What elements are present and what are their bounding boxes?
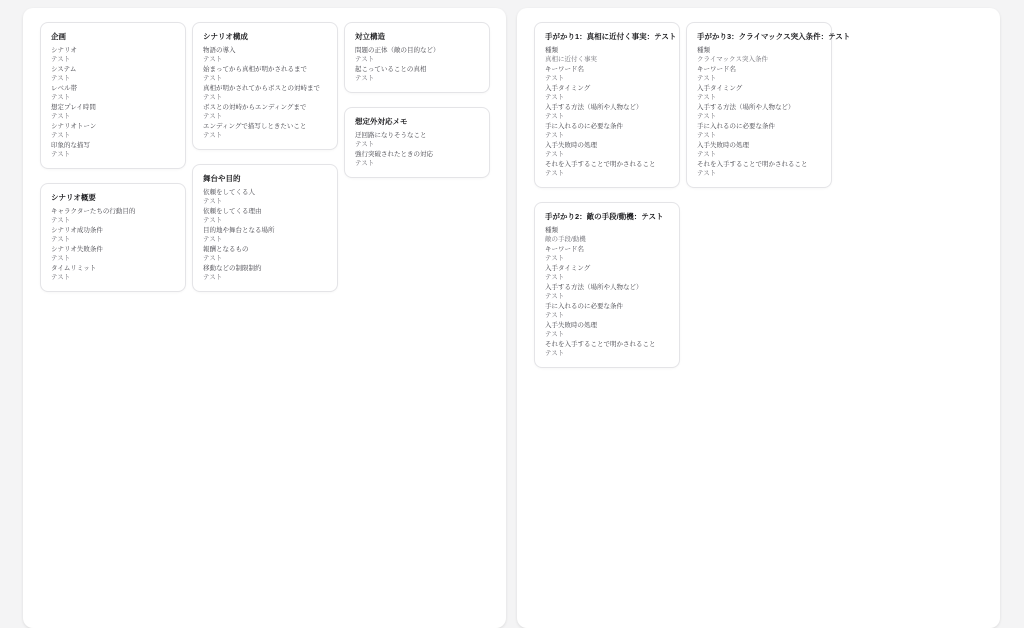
card[interactable]	[344, 22, 490, 93]
field-value: テスト	[51, 255, 71, 262]
field	[203, 246, 327, 263]
card-column	[344, 22, 490, 178]
panel-clues	[517, 8, 1000, 628]
field	[697, 161, 821, 178]
field-value: テスト	[203, 94, 223, 101]
field-value: テスト	[203, 113, 223, 120]
field-label: 入手タイミング	[545, 85, 591, 92]
field	[203, 227, 327, 244]
card[interactable]	[192, 164, 338, 292]
field-label: 想定プレイ時間	[51, 104, 96, 111]
field-label: シナリオ失敗条件	[51, 246, 103, 253]
panel-scenario-plan	[23, 8, 506, 628]
field-value: テスト	[203, 132, 223, 139]
field-label: 物語の導入	[203, 47, 236, 54]
field-value: テスト	[545, 113, 565, 120]
field-value: テスト	[51, 132, 71, 139]
field-label: ボスとの対峙からエンディングまで	[203, 104, 307, 111]
card-title: 想定外対応メモ	[355, 117, 408, 126]
field-value: テスト	[545, 75, 565, 82]
card[interactable]	[686, 22, 851, 188]
field-label: 移動などの制限制約	[203, 265, 262, 272]
field-value: テスト	[203, 255, 223, 262]
field-label: 強行突破されたときの対応	[355, 151, 433, 158]
field-label: それを入手することで明かされること	[545, 341, 656, 348]
field-label: 入手失敗時の処理	[545, 322, 597, 329]
field-label: 依頼をしてくる人	[203, 189, 255, 196]
field-label: 始まってから真相が明かされるまで	[203, 66, 307, 73]
card-title: 対立構造	[355, 32, 385, 41]
card-title: 手がかり3：クライマックス突入条件：テスト	[697, 32, 851, 41]
card-title: シナリオ概要	[51, 193, 96, 202]
field-label: レベル帯	[51, 85, 77, 92]
field	[545, 161, 669, 178]
field-value: テスト	[51, 75, 71, 82]
field	[697, 47, 821, 64]
field	[697, 123, 821, 140]
card[interactable]	[40, 22, 186, 169]
card-items	[545, 227, 669, 358]
field-value: テスト	[545, 151, 565, 158]
field-value: テスト	[51, 94, 71, 101]
field	[697, 104, 821, 121]
field	[545, 265, 669, 282]
field	[355, 47, 479, 64]
field-label: 問題の正体（敵の目的など）	[355, 47, 440, 54]
field	[697, 142, 821, 159]
card-column	[192, 22, 338, 292]
card-items	[697, 47, 821, 178]
field-label: 目的地や舞台となる場所	[203, 227, 275, 234]
field-label: 入手失敗時の処理	[697, 142, 749, 149]
field	[545, 85, 669, 102]
field-label: エンディングで描写しときたいこと	[203, 123, 307, 130]
field	[203, 85, 327, 102]
field-value: テスト	[355, 75, 375, 82]
field	[203, 189, 327, 206]
card[interactable]	[40, 183, 186, 292]
card-items	[355, 132, 479, 168]
field-label: 入手する方法（場所や人物など）	[697, 104, 795, 111]
field	[203, 66, 327, 83]
field-label: 手に入れるのに必要な条件	[545, 303, 623, 310]
field-value: テスト	[545, 293, 565, 300]
field	[51, 47, 175, 64]
field-value: テスト	[203, 274, 223, 281]
field	[51, 85, 175, 102]
field	[545, 322, 669, 339]
field-value: テスト	[51, 236, 71, 243]
card-items	[203, 189, 327, 282]
field-value: テスト	[203, 236, 223, 243]
card[interactable]	[534, 22, 680, 188]
card-title: 手がかり1：真相に近付く事実：テスト	[545, 32, 677, 41]
field-label: キーワード名	[545, 66, 584, 73]
field-label: システム	[51, 66, 77, 73]
field-label: シナリオ	[51, 47, 77, 54]
card-column	[838, 22, 984, 32]
field	[545, 123, 669, 140]
field-value: テスト	[697, 170, 717, 177]
field-value: テスト	[51, 217, 71, 224]
field-label: 種類	[697, 47, 710, 54]
field	[51, 246, 175, 263]
field-label: 入手タイミング	[545, 265, 591, 272]
field-label: それを入手することで明かされること	[545, 161, 656, 168]
field-value: テスト	[355, 160, 375, 167]
field-value: テスト	[203, 217, 223, 224]
card-items	[545, 47, 669, 178]
field-value: テスト	[545, 331, 565, 338]
card-title: 企画	[51, 32, 66, 41]
card-items	[51, 208, 175, 282]
field-value: テスト	[545, 255, 565, 262]
field-label: 手に入れるのに必要な条件	[545, 123, 623, 130]
field-value: テスト	[355, 56, 375, 63]
field-label: タイムリミット	[51, 265, 97, 272]
card-title: 舞台や目的	[203, 174, 241, 183]
field	[545, 341, 669, 358]
field	[545, 142, 669, 159]
field	[355, 151, 479, 168]
field-value: テスト	[697, 113, 717, 120]
field-label: 手に入れるのに必要な条件	[697, 123, 775, 130]
field-label: 起こっていることの真相	[355, 66, 427, 73]
field	[203, 208, 327, 225]
field-value: テスト	[51, 151, 71, 158]
field-label: 印象的な描写	[51, 142, 90, 149]
card[interactable]	[534, 202, 680, 368]
card-column	[534, 22, 680, 368]
field	[203, 47, 327, 64]
field-value: テスト	[545, 132, 565, 139]
field-value: テスト	[203, 56, 223, 63]
field-value: テスト	[545, 170, 565, 177]
field	[545, 303, 669, 320]
field	[697, 66, 821, 83]
field-label: 真相が明かされてからボスとの対峙まで	[203, 85, 320, 92]
field	[355, 132, 479, 149]
field	[51, 66, 175, 83]
field	[51, 227, 175, 244]
field	[51, 123, 175, 140]
field-value: テスト	[545, 312, 565, 319]
field-label: 入手する方法（場所や人物など）	[545, 104, 643, 111]
field-value: テスト	[697, 151, 717, 158]
field-label: キーワード名	[697, 66, 736, 73]
field-label: シナリオトーン	[51, 123, 97, 130]
field	[697, 85, 821, 102]
field-value: 敵の手段/動機	[545, 236, 586, 243]
card[interactable]	[344, 107, 490, 178]
field	[51, 142, 175, 159]
card-title: シナリオ構成	[203, 32, 248, 41]
field-value: テスト	[51, 113, 71, 120]
field-label: キャラクターたちの行動目的	[51, 208, 136, 215]
card-items	[355, 47, 479, 83]
field	[51, 208, 175, 225]
field	[545, 246, 669, 263]
field-value: テスト	[51, 56, 71, 63]
field-label: シナリオ成功条件	[51, 227, 103, 234]
field-label: 報酬となるもの	[203, 246, 249, 253]
field-value: テスト	[51, 274, 71, 281]
field-value: テスト	[697, 132, 717, 139]
field-value: テスト	[545, 350, 565, 357]
field	[51, 265, 175, 282]
field-value: クライマックス突入条件	[697, 56, 768, 63]
field-label: 入手タイミング	[697, 85, 743, 92]
field-label: 種類	[545, 227, 558, 234]
card-items	[203, 47, 327, 140]
field	[203, 104, 327, 121]
field	[203, 265, 327, 282]
field-label: 依頼をしてくる理由	[203, 208, 262, 215]
field	[545, 284, 669, 301]
field-value: テスト	[203, 198, 223, 205]
field-label: 迂回路になりそうなこと	[355, 132, 427, 139]
field	[545, 47, 669, 64]
card[interactable]	[192, 22, 338, 150]
card-items	[51, 47, 175, 159]
card-column	[40, 22, 186, 292]
field-value: テスト	[545, 274, 565, 281]
field-label: 種類	[545, 47, 558, 54]
field	[51, 104, 175, 121]
field-label: キーワード名	[545, 246, 584, 253]
field	[545, 227, 669, 244]
field-label: 入手する方法（場所や人物など）	[545, 284, 643, 291]
field	[545, 104, 669, 121]
field-label: 入手失敗時の処理	[545, 142, 597, 149]
card-title: 手がかり2：敵の手段/動機：テスト	[545, 212, 664, 221]
field	[545, 66, 669, 83]
card-column	[686, 22, 851, 188]
field-value: テスト	[697, 94, 717, 101]
field-value: テスト	[355, 141, 375, 148]
field-value: 真相に近付く事実	[545, 56, 597, 63]
field-label: それを入手することで明かされること	[697, 161, 808, 168]
field	[203, 123, 327, 140]
field	[355, 66, 479, 83]
field-value: テスト	[545, 94, 565, 101]
field-value: テスト	[203, 75, 223, 82]
field-value: テスト	[697, 75, 717, 82]
